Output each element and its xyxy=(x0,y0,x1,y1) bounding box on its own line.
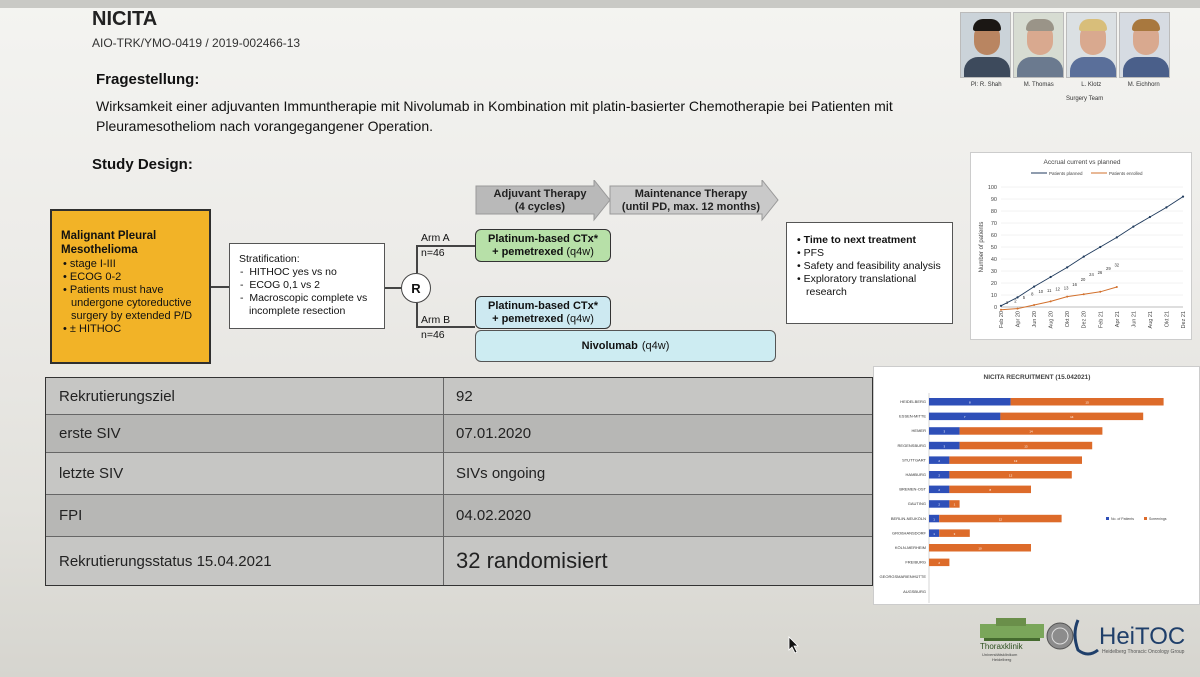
thoraxklinik-sub2: Heidelberg xyxy=(992,657,1012,662)
data-label: 2 xyxy=(1014,298,1017,304)
nivolumab-drug: Nivolumab xyxy=(581,340,638,352)
nivolumab-schedule: (q4w) xyxy=(641,340,670,352)
bar-value-label: 3 xyxy=(943,444,946,449)
population-item: • ± HITHOC xyxy=(63,323,122,335)
endpoint-item: • PFS xyxy=(797,247,825,259)
y-tick-label: 0 xyxy=(993,305,997,311)
category-label: KÖLN-MERHEIM xyxy=(894,545,926,550)
bar-value-label: 14 xyxy=(1029,429,1033,434)
table-cell-label: letzte SIV xyxy=(46,453,444,494)
x-tick-label: Aug 20 xyxy=(1048,311,1055,329)
maintenance-sub: (until PD, max. 12 months) xyxy=(621,201,761,213)
planned-point xyxy=(1000,305,1002,307)
x-tick-label: Apr 20 xyxy=(1015,311,1022,328)
thoraxklinik-logo xyxy=(980,618,1044,641)
endpoint-item: • Safety and feasibility analysis xyxy=(797,260,941,272)
bar-value-label: 15 xyxy=(1085,400,1089,405)
adjuvant-phase xyxy=(478,188,602,214)
y-tick-label: 100 xyxy=(987,185,997,191)
legend-label: Patients enrolled xyxy=(1109,171,1143,176)
category-label: REGENSBURG xyxy=(897,442,926,448)
legend-label: Screenings xyxy=(1149,517,1167,521)
planned-point xyxy=(1132,226,1134,228)
data-label: 24 xyxy=(1089,272,1094,278)
enrolled-point xyxy=(1066,296,1068,298)
bar-value-label: 2 xyxy=(938,458,941,463)
category-label: FREIBURG xyxy=(905,559,926,565)
arm-b-line1: Platinum-based CTx* xyxy=(487,300,599,312)
legend-label: No. of Patients xyxy=(1111,517,1134,521)
x-tick-label: Apr 21 xyxy=(1114,311,1121,328)
y-tick-label: 80 xyxy=(990,209,997,215)
category-label: STUTTGART xyxy=(902,457,926,463)
population-box xyxy=(50,209,211,364)
bar-value-label: 2 xyxy=(938,502,941,507)
bar-value-label: 12 xyxy=(1008,473,1013,478)
maintenance-title: Maintenance Therapy xyxy=(634,188,748,200)
data-label: 8 xyxy=(1031,291,1034,297)
question-text: Wirksamkeit einer adjuvanten Immuntherapie mit Nivolumab in Kombination mit platin-basierter Chemotherapie bei Patienten mit Pleuramesotheliom nach vorangegangener Operation. xyxy=(96,98,893,134)
photo-eichhorn xyxy=(1119,12,1170,78)
mouse-cursor-icon xyxy=(788,636,800,654)
bar-value-label: 8 xyxy=(989,488,992,493)
recruitment-table xyxy=(45,377,873,586)
chart-title: Accrual current vs planned xyxy=(1043,159,1121,166)
heitoc-sub: Heidelberg Thoracic Oncology Group xyxy=(1102,649,1185,655)
legend-swatch-screenings xyxy=(1144,517,1147,520)
photo-klotz xyxy=(1066,12,1117,78)
enrolled-point xyxy=(1116,286,1118,288)
slide-subtitle: AIO-TRK/YMO-0419 / 2019-002466-13 xyxy=(92,36,301,50)
data-label: 11 xyxy=(1047,287,1052,293)
table-cell-label: erste SIV xyxy=(46,415,444,452)
table-cell-label: Rekrutierungsstatus 15.04.2021 xyxy=(46,537,444,585)
planned-point xyxy=(1116,236,1118,238)
x-tick-label: Jun 20 xyxy=(1032,311,1039,328)
planned-point xyxy=(1182,196,1184,198)
table-row xyxy=(46,453,872,495)
y-tick-label: 90 xyxy=(990,197,997,203)
data-label: 10 xyxy=(1038,289,1044,294)
data-label: 20 xyxy=(1080,277,1086,282)
table-cell-value: SIVs ongoing xyxy=(456,465,546,482)
table-row xyxy=(46,537,872,585)
stratification-item: - HITHOC yes vs no xyxy=(240,266,337,278)
heitoc-name: HeiTOC xyxy=(1099,623,1186,650)
category-label: AUGSBURG xyxy=(903,588,926,594)
x-tick-label: Dez 21 xyxy=(1181,311,1187,329)
x-tick-label: Okt 20 xyxy=(1065,311,1072,328)
population-item: • ECOG 0-2 xyxy=(63,271,122,283)
arm-a-line2: + pemetrexed (q4w) xyxy=(492,246,594,258)
category-label: HEIDELBERG xyxy=(900,399,926,404)
team-name: PI: R. Shah xyxy=(970,82,1002,88)
team-names xyxy=(960,82,1170,88)
recruitment-chart xyxy=(873,366,1200,605)
table-cell-value: 07.01.2020 xyxy=(456,425,532,442)
category-label: ESSEN-MITTE xyxy=(899,413,926,419)
table-row xyxy=(46,378,872,415)
category-label: HEMER xyxy=(911,428,926,434)
recruitment-chart-svg xyxy=(874,367,1200,606)
planned-point xyxy=(1099,246,1101,248)
legend-swatch-patients xyxy=(1106,517,1109,520)
connector xyxy=(211,286,229,288)
endpoints-box xyxy=(786,222,953,324)
planned-point xyxy=(1149,216,1151,218)
endpoint-item: • Time to next treatment xyxy=(797,234,917,246)
planned-point xyxy=(1066,266,1068,268)
category-label: GROßHANSDORF xyxy=(892,530,926,536)
data-label: 13 xyxy=(1063,285,1069,291)
bar-value-label: 2 xyxy=(938,473,941,478)
x-tick-label: Okt 21 xyxy=(1164,311,1171,328)
data-label: 1 xyxy=(1005,299,1009,305)
table-cell-value: 04.02.2020 xyxy=(456,507,532,524)
bar-value-label: 14 xyxy=(1070,415,1074,420)
planned-point xyxy=(1165,206,1167,208)
bar-value-label: 2 xyxy=(938,561,941,566)
planned-point xyxy=(1083,256,1085,258)
accrual-chart-svg xyxy=(971,153,1193,341)
y-tick-label: 60 xyxy=(990,233,997,239)
bar-value-label: 8 xyxy=(968,400,971,405)
x-tick-label: Feb 21 xyxy=(1098,311,1105,329)
population-item: • stage I-III xyxy=(63,258,116,270)
accrual-chart xyxy=(970,152,1192,340)
table-cell-label: FPI xyxy=(46,495,444,536)
x-tick-label: Feb 20 xyxy=(999,311,1005,329)
arm-a-line1: Platinum-based CTx* xyxy=(487,233,599,245)
logos-svg xyxy=(978,614,1200,664)
population-item: • Patients must have undergone cytoreductive surgery by extended P/D xyxy=(63,284,193,322)
stratification-item: - ECOG 0,1 vs 2 xyxy=(240,279,320,291)
slide-title: NICITA xyxy=(92,8,158,30)
category-label: GAUTING xyxy=(907,501,926,507)
team-name: M. Thomas xyxy=(1023,82,1054,88)
y-axis-label: Number of patients xyxy=(979,221,985,273)
table-cell-value: 32 randomisiert xyxy=(456,548,608,573)
stratification-item: - Macroscopic complete vs incomplete resection xyxy=(240,292,368,317)
surgery-team-label: Surgery Team xyxy=(1066,96,1104,102)
bar-value-label: 13 xyxy=(1024,444,1028,449)
enrolled-point xyxy=(1033,304,1035,306)
enrolled-point xyxy=(1050,300,1052,302)
study-design-label: Study Design: xyxy=(92,156,193,173)
legend-label: Patients planned xyxy=(1049,171,1083,176)
enrolled-point xyxy=(1000,309,1002,311)
adjuvant-title: Adjuvant Therapy xyxy=(493,188,587,200)
data-label: 12 xyxy=(1055,286,1061,292)
connector xyxy=(416,303,418,326)
enrolled-point xyxy=(1099,291,1101,293)
nivolumab-box xyxy=(475,330,776,362)
planned-point xyxy=(1050,276,1052,278)
enrolled-point xyxy=(1083,293,1085,295)
planned-point xyxy=(1033,286,1035,288)
logos-area xyxy=(978,614,1200,664)
x-tick-label: Dez 20 xyxy=(1081,311,1088,329)
y-tick-label: 40 xyxy=(990,257,997,263)
team-name: L. Klotz xyxy=(1081,82,1102,88)
slide-top-border xyxy=(0,0,1200,8)
connector xyxy=(385,287,401,289)
arm-a-n: n=46 xyxy=(421,247,445,259)
table-row xyxy=(46,415,872,453)
table-cell-value: 92 xyxy=(456,387,473,405)
bar-value-label: 13 xyxy=(1014,458,1018,463)
table-cell-label: Rekrutierungsziel xyxy=(46,378,444,414)
randomization-circle: R xyxy=(401,273,431,303)
adjuvant-sub: (4 cycles) xyxy=(514,201,566,213)
thoraxklinik-sub1: Universitätsklinikum xyxy=(982,652,1018,657)
stratification-box xyxy=(229,243,385,329)
photo-shah xyxy=(960,12,1011,78)
enrolled-point xyxy=(1017,308,1019,310)
question-label: Fragestellung: xyxy=(96,71,200,88)
y-tick-label: 70 xyxy=(990,221,997,227)
team-photos xyxy=(960,12,1170,80)
population-title: Malignant Pleural Mesothelioma xyxy=(61,230,157,256)
stratification-title: Stratification: xyxy=(239,253,300,265)
arm-b-treatment xyxy=(475,296,611,329)
endpoint-item: • Exploratory translational research xyxy=(797,273,917,298)
bar-value-label: 1 xyxy=(953,502,956,507)
bar-value-label: 12 xyxy=(998,517,1003,522)
bar-value-label: 1 xyxy=(933,517,935,522)
thoraxklinik-name: Thoraxklinik xyxy=(980,642,1023,651)
photo-thomas xyxy=(1013,12,1064,78)
x-tick-label: Jun 21 xyxy=(1131,311,1138,328)
y-tick-label: 50 xyxy=(990,245,997,251)
planned-point xyxy=(1016,296,1018,298)
arm-b-line2: + pemetrexed (q4w) xyxy=(492,313,594,325)
team-name: M. Eichhorn xyxy=(1127,82,1160,88)
y-tick-label: 10 xyxy=(990,293,997,299)
y-tick-label: 20 xyxy=(990,281,997,287)
y-tick-label: 30 xyxy=(990,269,997,275)
category-label: HAMBURG xyxy=(905,472,926,477)
data-label: 26 xyxy=(1097,269,1103,275)
category-label: BREMEN-OST xyxy=(899,486,926,492)
chart-title: NICITA RECRUITMENT (15.042021) xyxy=(983,374,1091,381)
bar-value-label: 10 xyxy=(978,546,982,551)
bar-value-label: 2 xyxy=(938,488,941,493)
arm-b-label: Arm B xyxy=(421,314,451,326)
bar-value-label: 7 xyxy=(963,415,966,420)
connector xyxy=(416,245,418,273)
bar-value-label: 3 xyxy=(953,531,956,536)
university-seal-icon xyxy=(1047,623,1073,649)
x-tick-label: Aug 21 xyxy=(1147,311,1154,329)
bar-value-label: 3 xyxy=(943,429,946,434)
bar-value-label: 1 xyxy=(933,531,935,536)
arm-a-treatment xyxy=(475,229,611,262)
maintenance-phase xyxy=(612,188,770,214)
heitoc-logo-mark xyxy=(1075,620,1098,654)
series-line-planned xyxy=(1001,197,1183,306)
data-label: 5 xyxy=(1022,295,1026,300)
data-label: 29 xyxy=(1106,266,1111,272)
arm-a-label: Arm A xyxy=(421,232,450,244)
arm-b-n: n=46 xyxy=(421,329,445,341)
category-label: BERLIN-NEUKÖLN xyxy=(890,515,926,521)
data-label: 32 xyxy=(1114,262,1120,268)
table-row xyxy=(46,495,872,537)
category-label: GEORGSMARIENHÜTTE xyxy=(879,574,926,580)
data-label: 16 xyxy=(1072,281,1077,287)
